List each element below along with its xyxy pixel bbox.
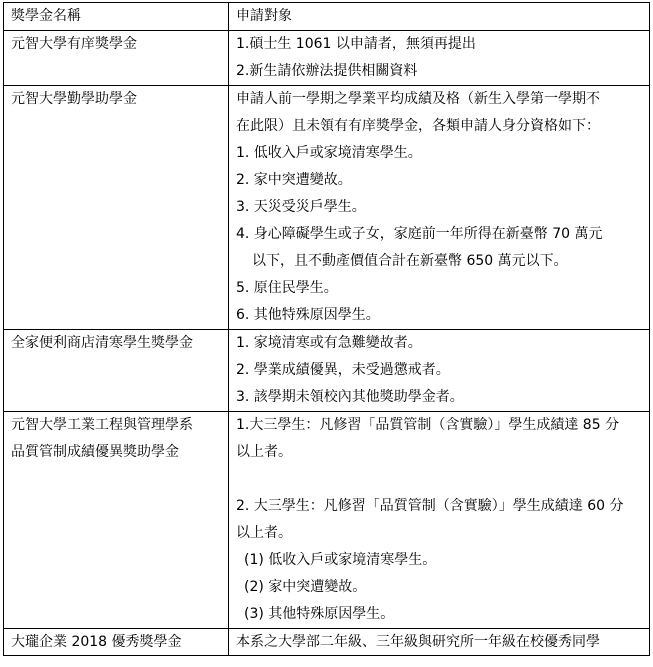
- eligibility-line: 申請人前一學期之學業平均成績及格（新生入學第一學期不: [236, 91, 600, 107]
- scholarship-name: 品質管制成績優異獎助學金: [11, 444, 179, 460]
- table-row: [4, 629, 650, 656]
- header-eligibility-cell: [229, 3, 650, 31]
- eligibility-line: 2. 大三學生：凡修習「品質管制（含實驗）」學生成績達 60 分: [236, 498, 624, 514]
- eligibility-line: 3. 該學期未領校內其他獎助學金者。: [236, 389, 464, 405]
- eligibility-line: 1. 低收入戶或家境清寒學生。: [236, 145, 422, 161]
- table-row: [4, 31, 650, 86]
- scholarship-name-cell: [4, 31, 229, 86]
- scholarship-name-cell: [4, 86, 229, 330]
- scholarship-name-cell: [4, 412, 229, 629]
- eligibility-line: 2. 學業成績優異，未受過懲戒者。: [236, 362, 450, 378]
- blank-line: [236, 466, 643, 493]
- table-row: [4, 412, 650, 629]
- eligibility-line: 3. 天災受災戶學生。: [236, 199, 366, 215]
- eligibility-cell: [229, 412, 650, 629]
- eligibility-line: 本系之大學部二年級、三年級與研究所一年級在校優秀同學: [236, 634, 600, 650]
- header-scholarship-name: 獎學金名稱: [11, 8, 81, 24]
- scholarship-name: 元智大學工業工程與管理學系: [11, 417, 193, 433]
- eligibility-line: 1.碩士生 1061 以申請者，無須再提出: [236, 36, 476, 52]
- eligibility-line: 6. 其他特殊原因學生。: [236, 307, 380, 323]
- table-row: [4, 86, 650, 330]
- scholarship-table: [3, 2, 650, 656]
- table-header-row: [4, 3, 650, 31]
- scholarship-name-cell: [4, 330, 229, 412]
- eligibility-line: 5. 原住民學生。: [236, 280, 338, 296]
- header-name-cell: [4, 3, 229, 31]
- eligibility-cell: [229, 330, 650, 412]
- eligibility-cell: [229, 629, 650, 656]
- scholarship-name: 大瓏企業 2018 優秀獎學金: [11, 634, 182, 650]
- eligibility-line: (1) 低收入戶或家境清寒學生。: [244, 552, 437, 568]
- table-row: [4, 330, 650, 412]
- eligibility-line: 2.新生請依辦法提供相關資料: [236, 63, 418, 79]
- scholarship-name: 元智大學有庠獎學金: [11, 36, 137, 52]
- eligibility-line: (2) 家中突遭變故。: [244, 579, 367, 595]
- scholarship-name-cell: [4, 629, 229, 656]
- eligibility-cell: [229, 31, 650, 86]
- eligibility-cell: [229, 86, 650, 330]
- eligibility-line: 1.大三學生：凡修習「品質管制（含實驗）」學生成績達 85 分: [236, 417, 620, 433]
- scholarship-name: 全家便利商店清寒學生獎學金: [11, 335, 193, 351]
- eligibility-line: 2. 家中突遭變故。: [236, 172, 352, 188]
- eligibility-line: 以下，且不動產價值合計在新臺幣 650 萬元以下。: [252, 253, 568, 269]
- eligibility-line: (3) 其他特殊原因學生。: [244, 606, 395, 622]
- header-eligibility: 申請對象: [236, 8, 292, 24]
- scholarship-name: 元智大學勤學助學金: [11, 91, 137, 107]
- eligibility-line: 4. 身心障礙學生或子女，家庭前一年所得在新臺幣 70 萬元: [236, 226, 603, 242]
- eligibility-line: 以上者。: [236, 444, 292, 460]
- eligibility-line: 1. 家境清寒或有急難變故者。: [236, 335, 422, 351]
- eligibility-line: 在此限）且未領有有庠獎學金，各類申請人身分資格如下：: [236, 118, 600, 134]
- eligibility-line: 以上者。: [236, 525, 292, 541]
